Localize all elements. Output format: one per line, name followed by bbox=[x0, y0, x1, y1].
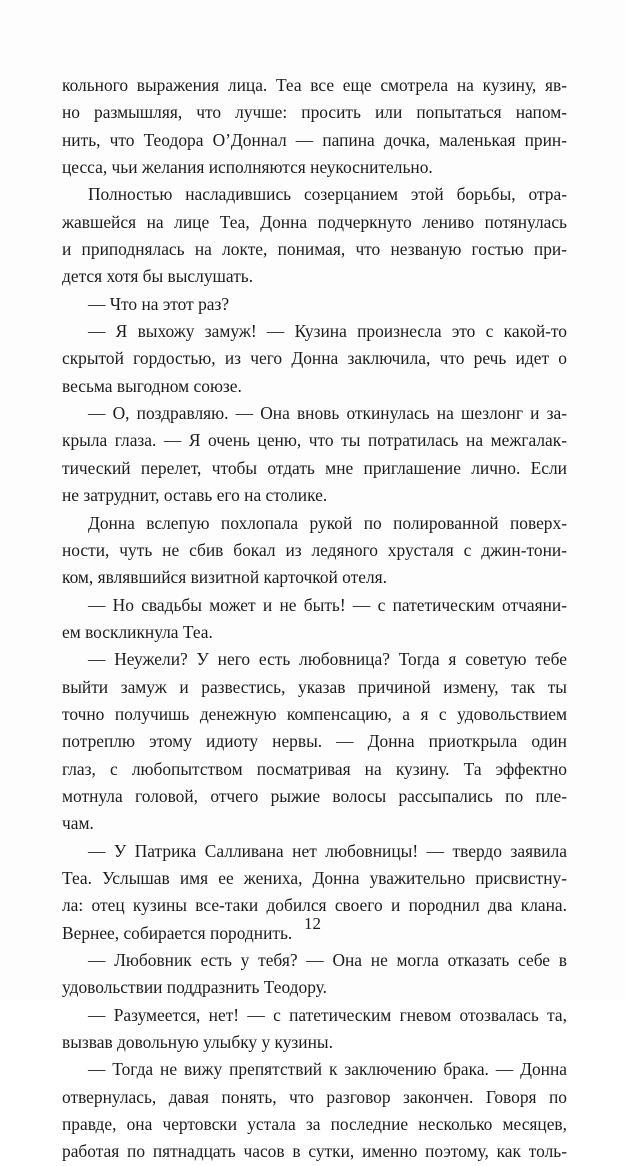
text-line: но размышляя, что лучше: просить или попытаться напом- bbox=[62, 102, 567, 123]
text-line: Теа. Услышав имя ее жениха, Донна уважительно присвистну- bbox=[62, 867, 567, 888]
text-line: нить, что Теодора О’Доннал — папина дочка, маленькая прин- bbox=[62, 129, 567, 150]
text-line: мотнула головой, отчего рыжие волосы рассыпались по пле- bbox=[62, 785, 567, 806]
body-text bbox=[62, 72, 567, 1166]
text-line: отвернулась, давая понять, что разговор закончен. Говоря по bbox=[62, 1086, 567, 1107]
text-line: удовольствии поддразнить Теодору. bbox=[62, 977, 327, 998]
text-line: крыла глаза. — Я очень ценю, что ты потратилась на межгалак- bbox=[62, 430, 567, 451]
text-line: скрытой гордостью, из чего Донна заключила, что речь идет о bbox=[62, 348, 567, 369]
text-line: жавшейся на лице Теа, Донна подчеркнуто лениво потянулась bbox=[62, 211, 567, 232]
text-line: — Разумеется, нет! — с патетическим гневом отозвалась та, bbox=[88, 1004, 567, 1025]
text-line: весьма выгодном союзе. bbox=[62, 375, 242, 396]
text-line: Полностью насладившись созерцанием этой борьбы, отра- bbox=[88, 184, 567, 205]
text-line: правде, она чертовски устала за последние несколько месяцев, bbox=[62, 1114, 567, 1135]
text-line: ности, чуть не сбив бокал из ледяного хрусталя с джин-тони- bbox=[62, 539, 567, 560]
text-line: — У Патрика Салливана нет любовницы! — твердо заявила bbox=[88, 840, 567, 861]
text-line: и приподнялась на локте, понимая, что незваную гостью при- bbox=[62, 239, 567, 260]
text-line: вызвав довольную улыбку у кузины. bbox=[62, 1032, 333, 1053]
text-line: точно получишь денежную компенсацию, а я с удовольствием bbox=[62, 703, 567, 724]
page-number: 12 bbox=[304, 914, 321, 933]
text-line: — Любовник есть у тебя? — Она не могла отказать себе в bbox=[88, 950, 567, 970]
text-line: тический перелет, чтобы отдать мне приглашение лично. Если bbox=[62, 457, 567, 478]
text-line: выйти замуж и развестись, указав причиной измену, так ты bbox=[62, 676, 567, 697]
text-line: не затруднит, оставь его на столике. bbox=[62, 485, 328, 506]
text-line: работая по пятнадцать часов в сутки, именно поэтому, как толь- bbox=[62, 1141, 567, 1162]
text-line: ком, являвшийся визитной карточкой отеля. bbox=[62, 567, 387, 588]
text-line: Вернее, собирается породнить. bbox=[62, 922, 293, 943]
text-line: потреплю этому идиоту нервы. — Донна приоткрыла один bbox=[62, 731, 567, 752]
text-line: — Тогда не вижу препятствий к заключению брака. — Донна bbox=[88, 1059, 567, 1080]
text-line: — О, поздравляю. — Она вновь откинулась на шезлонг и за- bbox=[88, 403, 567, 424]
text-line: Донна вслепую похлопала рукой по полированной поверх- bbox=[88, 512, 567, 533]
text-line: — Что на этот раз? bbox=[88, 293, 230, 314]
text-line: кольного выражения лица. Теа все еще смотрела на кузину, яв- bbox=[62, 75, 567, 95]
text-line: цесса, чьи желания исполняются неукоснительно. bbox=[62, 157, 433, 178]
text-line: — Я выхожу замуж! — Кузина произнесла это с какой-то bbox=[88, 321, 567, 342]
text-line: — Неужели? У него есть любовница? Тогда я советую тебе bbox=[88, 649, 567, 670]
text-line: ла: отец кузины все-таки добился своего и породнил два клана. bbox=[62, 895, 567, 916]
text-line: чам. bbox=[62, 813, 94, 834]
text-line: ем воскликнула Теа. bbox=[62, 621, 213, 642]
text-line: глаз, с любопытством посматривая на кузину. Та эффектно bbox=[62, 758, 567, 779]
text-line: дется хотя бы выслушать. bbox=[62, 266, 254, 287]
text-line: — Но свадьбы может и не быть! — с патетическим отчаяни- bbox=[88, 594, 567, 615]
